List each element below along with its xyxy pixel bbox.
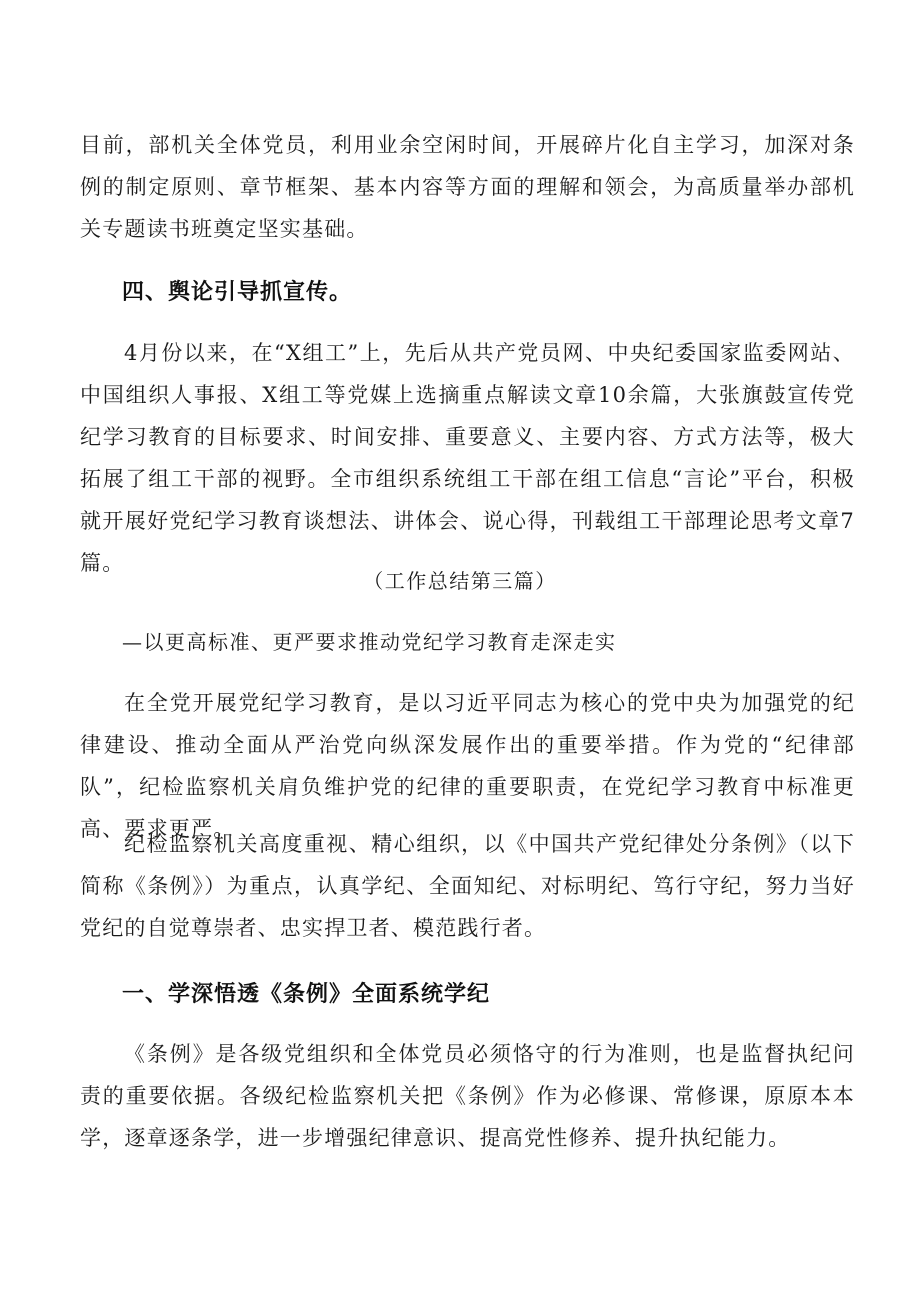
part-title: （工作总结第三篇） — [363, 569, 557, 593]
paragraph-background: 在全党开展党纪学习教育，是以习近平同志为核心的党中央为加强党的纪律建设、推动全面从严治党向纵深发展作出的重要举措。作为党的“纪律部队”，纪检监察机关肩负维护党的纪律的重要职责，在党纪学习教育中标准更高、要求更严。 — [80, 691, 855, 841]
paragraph-regulation: 《条例》是各级党组织和全体党员必须恪守的行为准则，也是监督执纪问责的重要依据。各级纪检监察机关把《条例》作为必修课、常修课，原原本本学，逐章逐条学，进一步增强纪律意识、提高党性修养、提升执纪能力。 — [80, 1042, 855, 1150]
section-heading-four: 四、舆论引导抓宣传。 — [122, 280, 353, 305]
article-subtitle: —以更高标准、更严要求推动党纪学习教育走深走实 — [122, 630, 617, 654]
section-heading-one: 一、学深悟透《条例》全面系统学纪 — [122, 982, 491, 1007]
paragraph-focus: 纪检监察机关高度重视、精心组织，以《中国共产党纪律处分条例》（以下简称《条例》）为重点，认真学纪、全面知纪、对标明纪、笃行守纪，努力当好党纪的自觉尊崇者、忠实捍卫者、模范践行者。 — [80, 832, 855, 940]
paragraph-publicity: 4月份以来，在“X组工”上，先后从共产党员网、中央纪委国家监委网站、中国组织人事报、X组工等党媒上选摘重点解读文章10余篇，大张旗鼓宣传党纪学习教育的目标要求、时间安排、重要意义、主要内容、方式方法等，极大拓展了组工干部的视野。全市组织系统组工干部在组工信息“言论”平台，积极就开展好党纪学习教育谈想法、讲体会、说心得，刊载组工干部理论思考文章7篇。 — [80, 341, 855, 575]
paragraph-intro: 目前，部机关全体党员，利用业余空闲时间，开展碎片化自主学习，加深对条例的制定原则、章节框架、基本内容等方面的理解和领会，为高质量举办部机关专题读书班奠定坚实基础。 — [80, 133, 855, 241]
